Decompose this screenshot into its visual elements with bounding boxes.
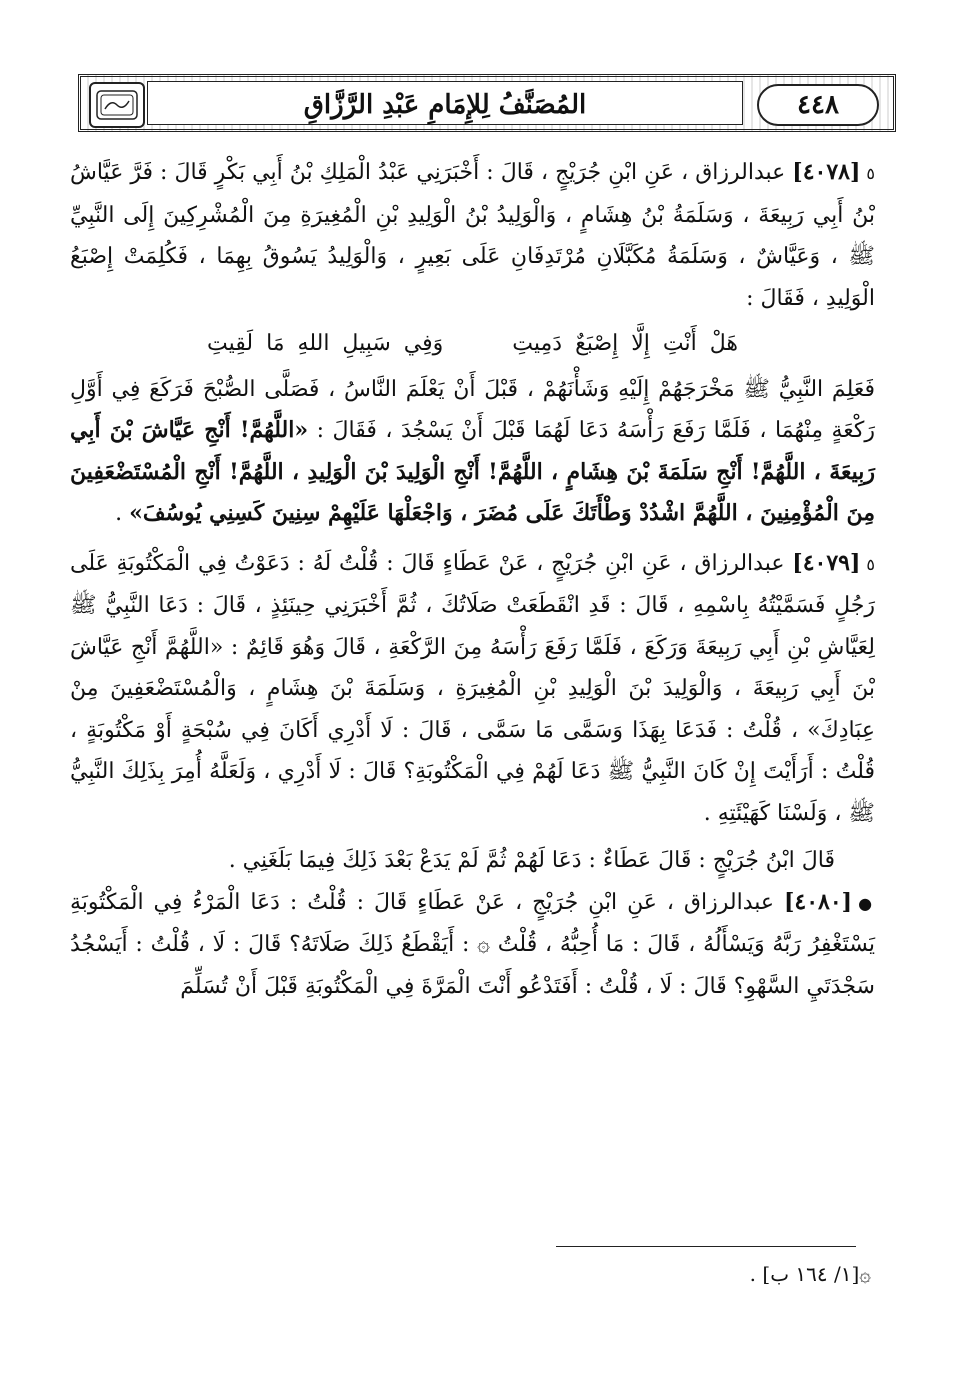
poem-hemistich-first: هَلْ أَنْتِ إِلَّا إِصْبَعٌ دَمِيتِ [512,331,738,356]
prayer-text: «اللَّهُمَّ! أَنْجِ عَيَّاشَ بْنَ أَبِي رَبِيعَةَ ، اللَّهُمَّ! أَنْجِ سَلَمَةَ بْنَ هِشَامٍ ، اللَّهُمَّ! أَنْجِ الْوَلِيدَ بْنَ الْوَلِيدِ ، اللَّهُمَّ! أَنْجِ الْمُسْتَضْعَفِينَ مِنَ الْمُؤْمِنِينَ ، اللَّهُمَّ اشْدُدْ وَطْأَتَكَ عَلَى مُضَرَ ، وَاجْعَلْهَا عَلَيْهِمْ سِنِينَ كَسِنِي يُوسُفَ» [70,417,875,526]
footnote: ۞[١/ ١٦٤ ب] . [749,1262,871,1286]
hadith-4080 [70,882,875,1008]
hadith-text: عبدالرزاق ، عَنِ ابْنِ جُرَيْجٍ ، عَنْ عَطَاءٍ قَالَ : قُلْتُ لَهُ : دَعَوْتُ فِي الْمَكْتُوبَةِ عَلَى رَجُلٍ فَسَمَّيْتُهُ بِاسْمِهِ ، قَالَ : قَدِ انْقَطَعَتْ صَلَاتُكَ ، ثُمَّ أَخْبَرَنِي حِينَئِذٍ ، قَالَ : دَعَا النَّبِيُّ ﷺ لِعَيَّاشِ بْنِ أَبِي رَبِيعَةَ وَرَكَعَ ، فَلَمَّا رَفَعَ رَأْسَهُ مِنَ الرَّكْعَةِ ، قَالَ وَهُوَ قَائِمٌ : «اللَّهُمَّ أَنْجِ عَيَّاشَ بْنَ أَبِي رَبِيعَةَ ، وَالْوَلِيدَ بْنَ الْوَلِيدِ بْنِ الْمُغِيرَةِ ، وَسَلَمَةَ بْنَ هِشَامٍ ، وَالْمُسْتَضْعَفِينَ مِنْ عِبَادِكَ» ، قُلْتُ : فَدَعَا بِهَذَا وَسَمَّى مَا سَمَّى ، قَالَ : لَا أَدْرِي أَكَانَ فِي سُبْحَةٍ أَوْ مَكْتُوبَةٍ ، قُلْتُ : أَرَأَيْتَ إِنْ كَانَ النَّبِيُّ ﷺ دَعَا لَهُمْ فِي الْمَكْتُوبَةِ؟ قَالَ : لَا أَدْرِي ، وَلَعَلَّهُ أُمِرَ بِذَلِكَ النَّبِيُّ ﷺ ، وَلَسْنَا كَهَيْئَتِهِ . [70,550,876,826]
page-header [78,74,896,132]
main-text [70,152,875,1007]
hadith-marker: ٥ [866,164,875,183]
hadith-text: عبدالرزاق ، عَنِ ابْنِ جُرَيْجٍ ، قَالَ : أَخْبَرَنِي عَبْدُ الْمَلِكِ بْنُ أَبِي بَكْرٍ قَالَ : فَرَّ عَيَّاشُ بْنُ أَبِي رَبِيعَةَ ، وَسَلَمَةُ بْنُ هِشَامٍ ، وَالْوَلِيدُ بْنُ الْوَلِيدِ بْنِ الْمُغِيرَةِ مِنَ الْمُشْرِكِينَ إِلَى النَّبِيِّ ﷺ ، وَعَيَّاشٌ ، وَسَلَمَةُ مُكَبَّلَانِ مُرْتَدِفَانِ عَلَى بَعِيرٍ ، وَالْوَلِيدُ يَسُوقُ بِهِمَا ، فَكُلِمَتْ إِصْبَعُ الْوَلِيدِ ، فَقَالَ : [70,160,875,311]
poem-verse [70,323,875,365]
book-title: المُصَنَّفُ لِلإِمَامِ عَبْدِ الرَّزَّاقِ [303,90,587,120]
hadith-4079-note: قَالَ ابْنُ جُرَيْجٍ : قَالَ عَطَاءٌ : دَعَا لَهُمْ ثُمَّ لَمْ يَدَعْ بَعْدَ ذَلِكَ فِيمَا بَلَغَنِي . [228,848,835,873]
hadith-continuation: فَعَلِمَ النَّبِيُّ ﷺ مَخْرَجَهُمْ إِلَيْهِ وَشَأْنَهُمْ ، قَبْلَ أَنْ يَعْلَمَ النَّاسُ ، فَصَلَّى الصُّبْحَ فَرَكَعَ فِي أَوَّلِ رَكْعَةٍ مِنْهُمَا ، فَلَمَّا رَفَعَ رَأْسَهُ دَعَا لَهُمَا قَبْلَ أَنْ يَسْجُدَ ، فَقَالَ : [70,376,875,443]
hadith-4079 [70,543,875,835]
hadith-number: [٤٠٧٨] [792,159,861,185]
hadith-text: عبدالرزاق ، عَنِ ابْنِ جُرَيْجٍ ، عَنْ عَطَاءٍ قَالَ : قُلْتُ : دَعَا الْمَرْءُ فِي الْمَكْتُوبَةِ يَسْتَغْفِرُ رَبَّهُ وَيَسْأَلُهُ ، قَالَ : مَا أُحِبُّهُ ، قُلْتُ ۞ : أَيَقْطَعُ ذَلِكَ صَلَاتَهُ؟ قَالَ : لَا ، قُلْتُ : أَيَسْجُدُ سَجْدَتَيِ السَّهْوِ؟ قَالَ : لَا ، قُلْتُ : أَفَتَدْعُو أَنْتَ الْمَرَّةَ فِي الْمَكْتُوبَةِ قَبْلَ أَنْ تُسَلِّمَ [70,889,875,999]
book-seal-icon [89,82,145,128]
hadith-marker: ٥ [866,554,875,574]
footnote-divider [556,1246,856,1247]
poem-hemistich-second: وَفِي سَبِيلِ اللهِ مَا لَقِيتِ [207,331,444,356]
header-title-frame [147,81,743,125]
hadith-number: [٤٠٨٠] [783,888,853,915]
hadith-tail: . [115,501,130,526]
hadith-4078-continuation [70,369,875,535]
page-number: ٤٤٨ [757,84,879,126]
hadith-4078 [70,152,875,319]
hadith-number: [٤٠٧٩] [792,549,861,576]
hadith-marker: ● [858,893,875,913]
